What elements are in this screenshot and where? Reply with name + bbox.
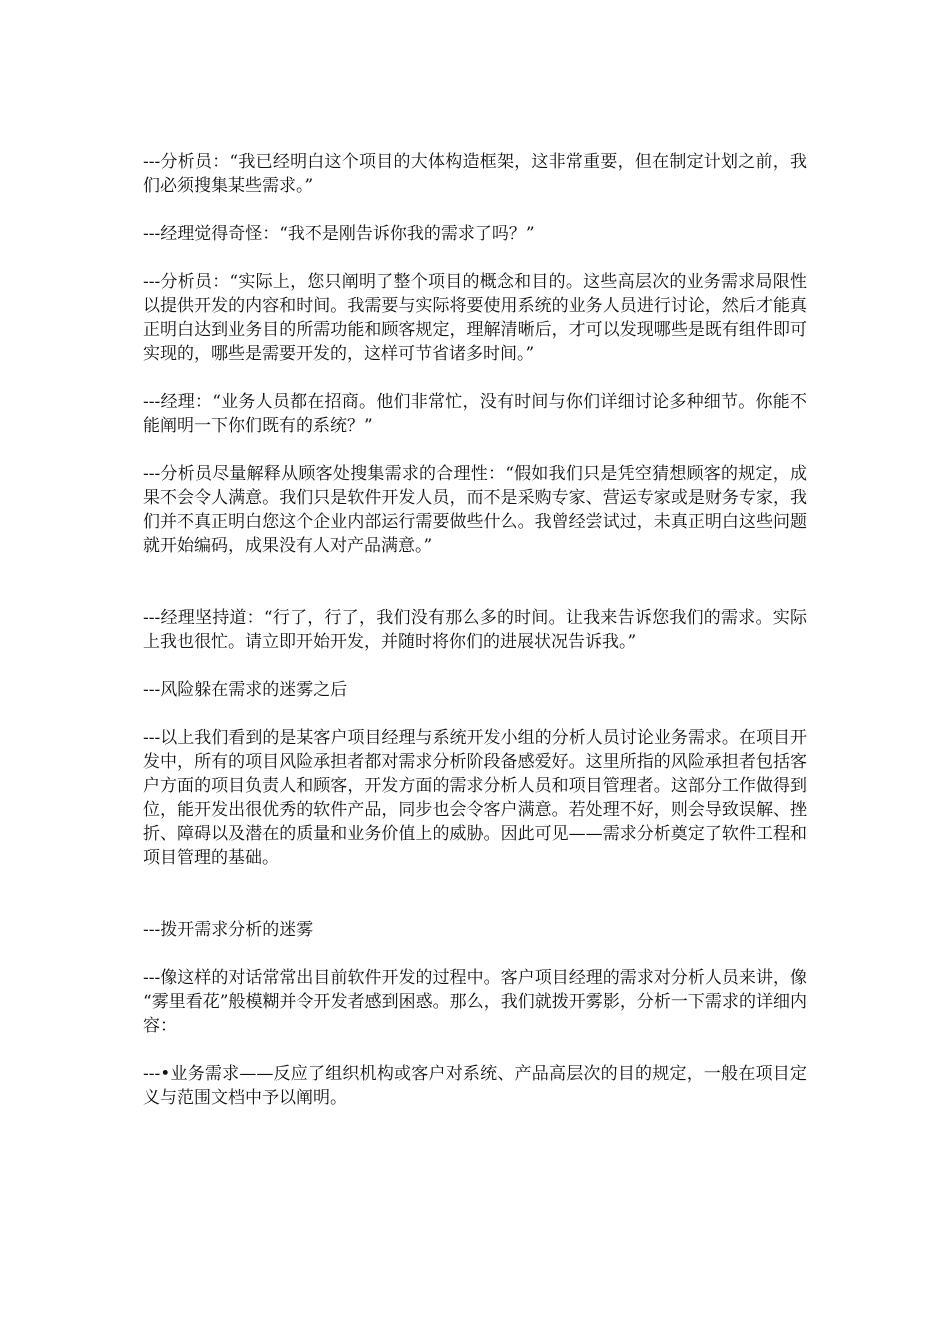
- paragraph: ---分析员：“实际上，您只阐明了整个项目的概念和目的。这些高层次的业务需求局限性以提供开发的内容和时间。我需要与实际将要使用系统的业务人员进行讨论，然后才能真正明白达到业务目的所需功能和顾客规定，理解清晰后，才可以发现哪些是既有组件即可实现的，哪些是需要开发的，这样可节省诸多时间。”: [143, 272, 807, 364]
- document-page: [143, 150, 807, 1110]
- paragraph: ---经理坚持道：“行了，行了，我们没有那么多的时间。让我来告诉您我们的需求。实际上我也很忙。请立即开始开发，并随时将你们的进展状况告诉我。”: [143, 608, 807, 652]
- paragraph-gap: [143, 558, 807, 606]
- paragraph: ---以上我们看到的是某客户项目经理与系统开发小组的分析人员讨论业务需求。在项目开发中，所有的项目风险承担者都对需求分析阶段备感爱好。这里所指的风险承担者包括客户方面的项目负责人和顾客，开发方面的需求分析人员和项目管理者。这部分工作做得到位，能开发出很优秀的软件产品，同步也会令客户满意。若处理不好，则会导致误解、挫折、障碍以及潜在的质量和业务价值上的威胁。因此可见——需求分析奠定了软件工程和项目管理的基础。: [143, 728, 807, 868]
- paragraph: ---经理觉得奇怪：“我不是刚告诉你我的需求了吗？”: [143, 224, 535, 244]
- paragraph-gap: [143, 198, 807, 222]
- paragraph: ---分析员尽量解释从顾客处搜集需求的合理性：“假如我们只是凭空猜想顾客的规定，成果不会令人满意。我们只是软件开发人员，而不是采购专家、营运专家或是财务专家，我们并不真正明白您这个企业内部运行需要做些什么。我曾经尝试过，未真正明白这些问题就开始编码，成果没有人对产品满意。”: [143, 464, 807, 556]
- bullet-paragraph: ---•业务需求——反应了组织机构或客户对系统、产品高层次的目的规定，一般在项目定义与范围文档中予以阐明。: [143, 1064, 807, 1108]
- section-heading: ---拨开需求分析的迷雾: [143, 920, 314, 940]
- paragraph-gap: [143, 438, 807, 462]
- paragraph-gap: [143, 942, 807, 966]
- paragraph-gap: [143, 654, 807, 678]
- paragraph: ---像这样的对话常常出目前软件开发的过程中。客户项目经理的需求对分析人员来讲，像“雾里看花”般模糊并令开发者感到困惑。那么，我们就拨开雾影，分析一下需求的详细内容：: [143, 968, 807, 1036]
- section-heading: ---风险躲在需求的迷雾之后: [143, 680, 348, 700]
- paragraph-gap: [143, 246, 807, 270]
- paragraph-gap: [143, 366, 807, 390]
- paragraph-gap: [143, 870, 807, 918]
- paragraph: ---经理：“业务人员都在招商。他们非常忙，没有时间与你们详细讨论多种细节。你能不能阐明一下你们既有的系统？”: [143, 392, 807, 436]
- paragraph: ---分析员：“我已经明白这个项目的大体构造框架，这非常重要，但在制定计划之前，我们必须搜集某些需求。”: [143, 152, 807, 196]
- paragraph-gap: [143, 702, 807, 726]
- paragraph-gap: [143, 1038, 807, 1062]
